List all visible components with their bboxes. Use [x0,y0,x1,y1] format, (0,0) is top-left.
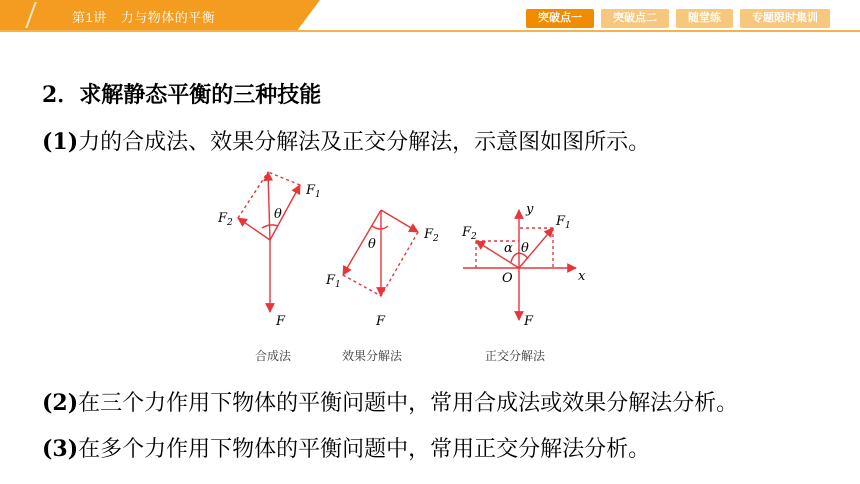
item-number: (3) [42,436,79,462]
d3-x-label: x [578,269,586,284]
d1-f1-label: $F_1$ [306,183,321,200]
item-number: (2) [42,390,79,416]
item-number: (1) [42,129,79,155]
d3-alpha-label: α [504,241,513,256]
d3-f1-label: $F_1$ [556,214,571,231]
d3-origin-label: O [502,271,513,286]
caption-composition: 合成法 [255,349,292,363]
caption-orthogonal-decomposition: 正交分解法 [485,349,546,363]
d3-f2-label: $F_2$ [462,225,477,242]
paragraph-3 [42,432,650,463]
d1-theta-label: θ [274,207,282,222]
d2-theta-label: θ [368,237,376,252]
tab-breakthrough-2[interactable]: 突破点二 [601,9,669,28]
d3-f-label: F [524,314,534,329]
item-text: 在多个力作用下物体的平衡问题中，常用正交分解法分析。 [78,437,651,462]
paragraph-2 [42,386,738,417]
d1-f-label: F [276,314,286,329]
d3-y-label: y [526,202,534,217]
effect-decomposition-diagram [343,210,418,296]
section-heading: 2．求解静态平衡的三种技能 [42,82,322,108]
composition-diagram [238,172,300,312]
caption-effect-decomposition: 效果分解法 [342,349,403,363]
d2-f1-label: $F_1$ [326,273,341,290]
d2-f-label: F [376,314,386,329]
item-text: 在三个力作用下物体的平衡问题中，常用合成法或效果分解法分析。 [78,391,739,416]
item-text: 力的合成法、效果分解法及正交分解法，示意图如图所示。 [78,130,651,155]
tab-in-class-practice[interactable]: 随堂练 [676,9,733,28]
lecture-number: 第1讲 [72,10,107,25]
tab-timed-training[interactable]: 专题限时集训 [740,9,830,28]
d2-f2-label: $F_2$ [424,227,439,244]
lecture-name: 力与物体的平衡 [120,10,216,25]
tab-breakthrough-1[interactable]: 突破点一 [526,9,594,28]
d3-theta-label: θ [521,241,529,256]
d1-f2-label: $F_2$ [218,211,233,228]
